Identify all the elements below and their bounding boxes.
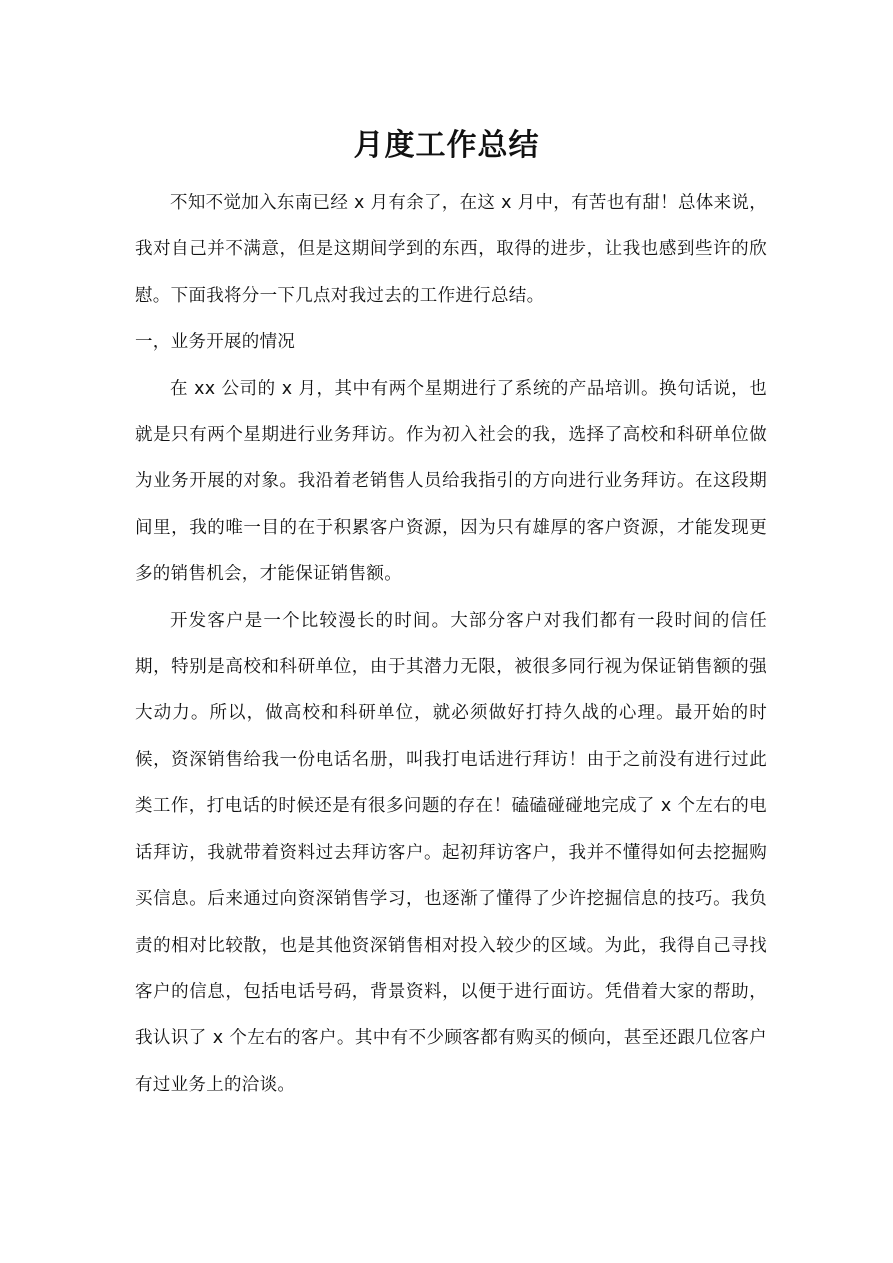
paragraph-client-development: 开发客户是一个比较漫长的时间。大部分客户对我们都有一段时间的信任期，特别是高校和科研单位，由于其潜力无限，被很多同行视为保证销售额的强大动力。所以，做高校和科研单位，就必须做好打持久战的心理。最开始的时候，资深销售给我一份电话名册，叫我打电话进行拜访！由于之前没有进行过此类工作，打电话的时候还是有很多问题的存在！磕磕碰碰地完成了 x 个左右的电话拜访，我就带着资料过去拜访客户。起初拜访客户，我并不懂得如何去挖掘购买信息。后来通过向资深销售学习，也逐渐了懂得了少许挖掘信息的技巧。我负责的相对比较散，也是其他资深销售相对投入较少的区域。为此，我得自己寻找客户的信息，包括电话号码，背景资料，以便于进行面访。凭借着大家的帮助，我认识了 x 个左右的客户。其中有不少顾客都有购买的倾向，甚至还跟几位客户有过业务上的洽谈。 (135, 610, 767, 1095)
document-body (135, 180, 767, 1108)
paragraph-business-overview: 在 xx 公司的 x 月，其中有两个星期进行了系统的产品培训。换句话说，也就是只有两个星期进行业务拜访。作为初入社会的我，选择了高校和科研单位做为业务开展的对象。我沿着老销售人员给我指引的方向进行业务拜访。在这段期间里，我的唯一目的在于积累客户资源，因为只有雄厚的客户资源，才能发现更多的销售机会，才能保证销售额。 (135, 378, 767, 585)
section-heading-business: 一，业务开展的情况 (135, 332, 296, 353)
paragraph-intro: 不知不觉加入东南已经 x 月有余了，在这 x 月中，有苦也有甜！总体来说，我对自己并不满意，但是这期间学到的东西，取得的进步，让我也感到些许的欣慰。下面我将分一下几点对我过去的工作进行总结。 (135, 193, 767, 306)
document-title: 月度工作总结 (353, 128, 540, 163)
